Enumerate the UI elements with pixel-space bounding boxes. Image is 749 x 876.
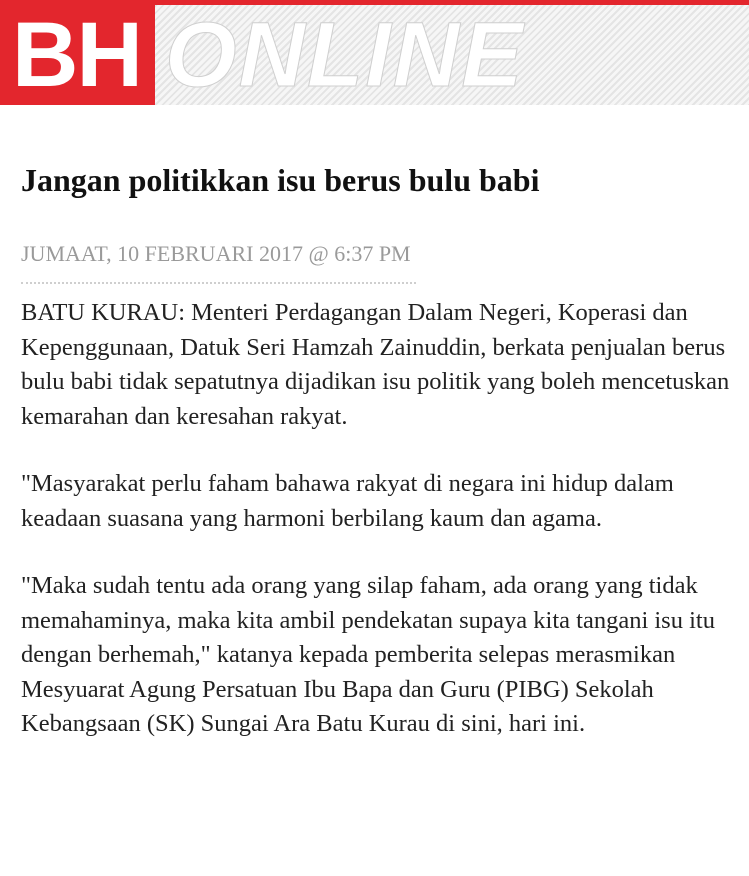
article-paragraph: BATU KURAU: Menteri Perdagangan Dalam Negeri, Koperasi dan Kepenggunaan, Datuk Seri Hamzah Zainuddin, berkata penjualan berus bulu babi tidak sepatutnya dijadikan isu politik yang boleh mencetuskan kemarahan dan keresahan rakyat. [21, 299, 730, 430]
article-paragraph: "Masyarakat perlu faham bahawa rakyat di negara ini hidup dalam keadaan suasana yang harmoni berbilang kaum dan agama. [21, 470, 674, 532]
article-headline: Jangan politikkan isu berus bulu babi [21, 162, 540, 198]
article-body [21, 296, 736, 775]
site-logo-banner [155, 5, 749, 105]
article-paragraph: "Maka sudah tentu ada orang yang silap faham, ada orang yang tidak memahaminya, maka kita ambil pendekatan supaya kita tangani isu itu dengan berhemah," katanya kepada pemberita selepas merasmikan Mesyuarat Agung Persatuan Ibu Bapa dan Guru (PIBG) Sekolah Kebangsaan (SK) Sungai Ara Batu Kurau di sini, hari ini. [21, 572, 715, 737]
dateline-divider [21, 282, 416, 284]
article-dateline: JUMAAT, 10 FEBRUARI 2017 @ 6:37 PM [21, 241, 411, 266]
masthead [0, 5, 749, 105]
site-logo-online-text: ONLINE [165, 4, 525, 106]
site-logo[interactable]: BH [0, 5, 155, 105]
